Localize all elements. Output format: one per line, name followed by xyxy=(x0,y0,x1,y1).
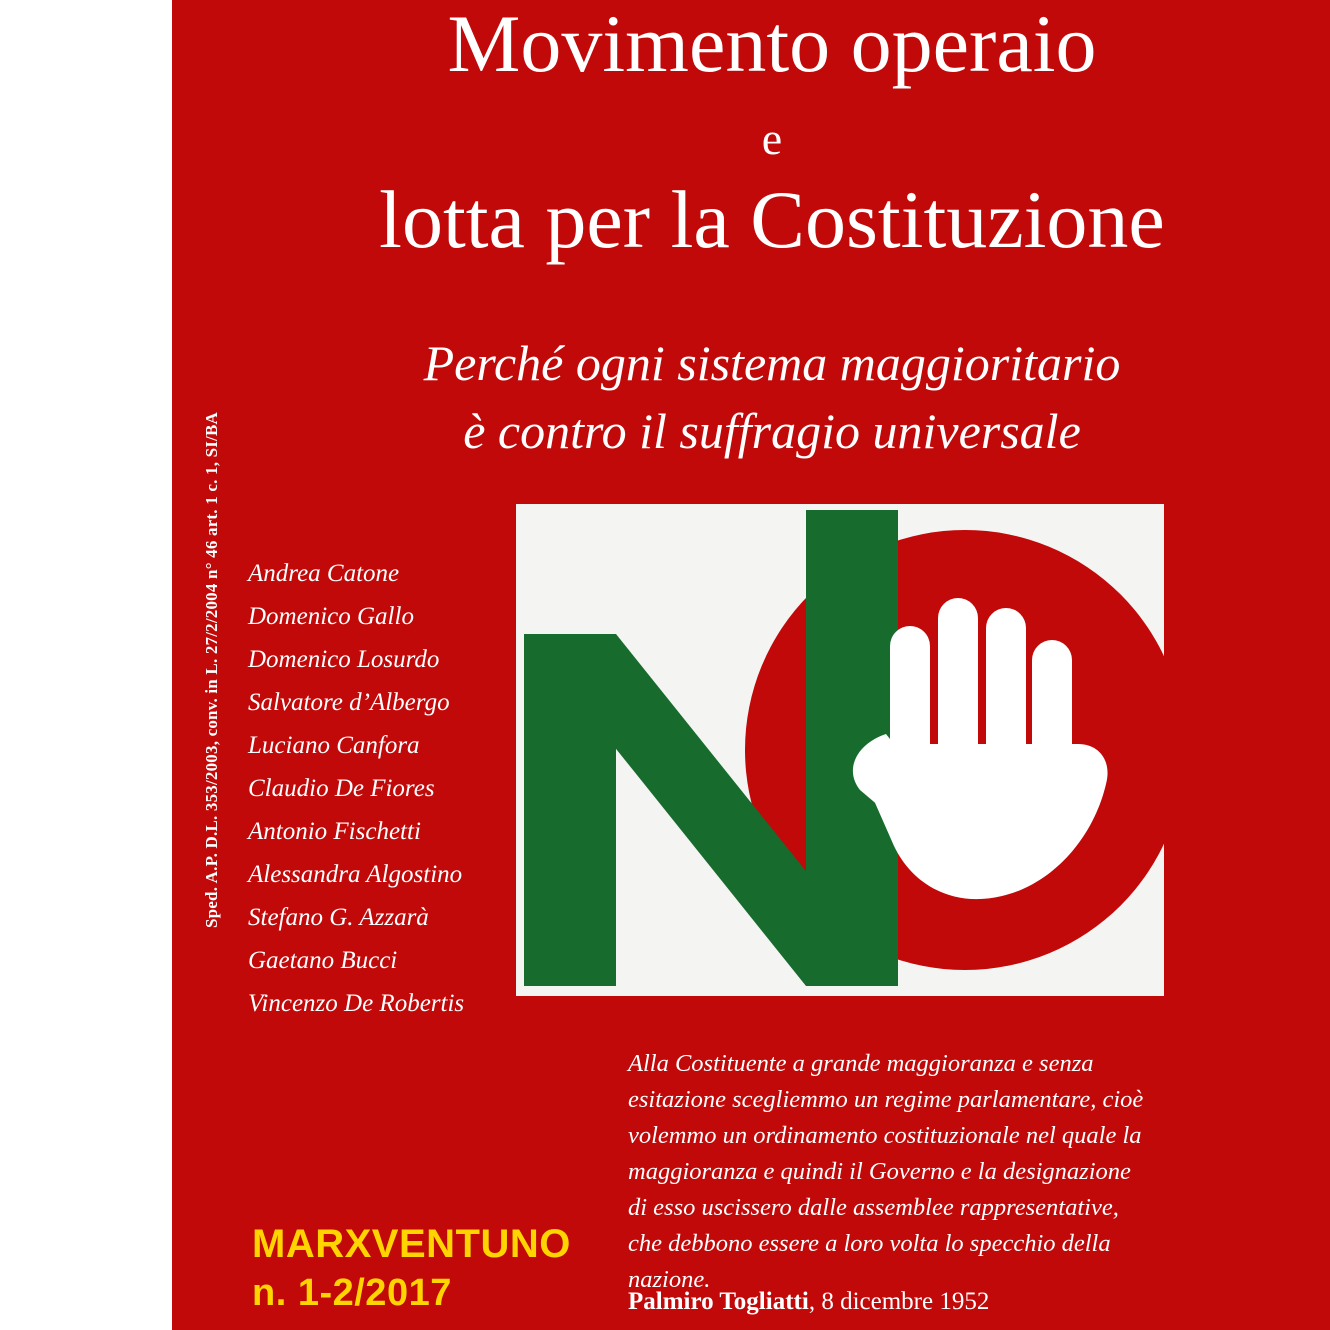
page-title-conjunction: e xyxy=(761,113,783,164)
page-title-line2: lotta per la Costituzione xyxy=(379,174,1165,265)
page-subtitle-line2: è contro il suffragio universale xyxy=(463,402,1081,459)
page-subtitle xyxy=(214,330,1330,465)
list-item: Salvatore d’Albergo xyxy=(248,689,450,716)
mailing-legal-text: Sped. A.P. D.L. 353/2003, conv. in L. 27/2/2004 n° 46 art. 1 c. 1, SI/BA xyxy=(202,412,221,928)
list-item: Gaetano Bucci xyxy=(248,947,398,974)
pull-quote: Alla Costituente a grande maggioranza e senza esitazione scegliemmo un regime parlamentare, cioè volemmo un ordinamento costituzionale nel quale la maggioranza e quindi il Governo e la designazione di esso uscissero dalle assemblee rappresentative, che debbono essere a loro volta lo specchio della nazione. xyxy=(628,1050,1144,1293)
no-logo-graphic xyxy=(516,504,1164,996)
author-list xyxy=(248,552,508,1025)
spine-strip xyxy=(172,0,221,1330)
list-item: Stefano G. Azzarà xyxy=(248,904,429,931)
issue-number: n. 1-2/2017 xyxy=(252,1272,452,1314)
quote-author: Palmiro Togliatti xyxy=(628,1288,809,1315)
quote-date: , 8 dicembre 1952 xyxy=(808,1288,990,1315)
stop-hand-icon xyxy=(816,584,1146,924)
list-item: Alessandra Algostino xyxy=(248,861,463,888)
list-item: Andrea Catone xyxy=(248,560,400,587)
list-item: Domenico Gallo xyxy=(248,603,414,630)
page-subtitle-line1: Perché ogni sistema maggioritario xyxy=(423,335,1121,391)
list-item: Vincenzo De Robertis xyxy=(248,990,465,1017)
list-item: Claudio De Fiores xyxy=(248,775,435,802)
list-item: Antonio Fischetti xyxy=(248,818,421,845)
list-item: Domenico Losurdo xyxy=(248,646,440,673)
quote-attribution xyxy=(628,1288,1168,1316)
page-title-line1: Movimento operaio xyxy=(447,0,1097,89)
list-item: Luciano Canfora xyxy=(248,732,420,759)
masthead-title: MARXVENTUNO xyxy=(252,1222,571,1266)
